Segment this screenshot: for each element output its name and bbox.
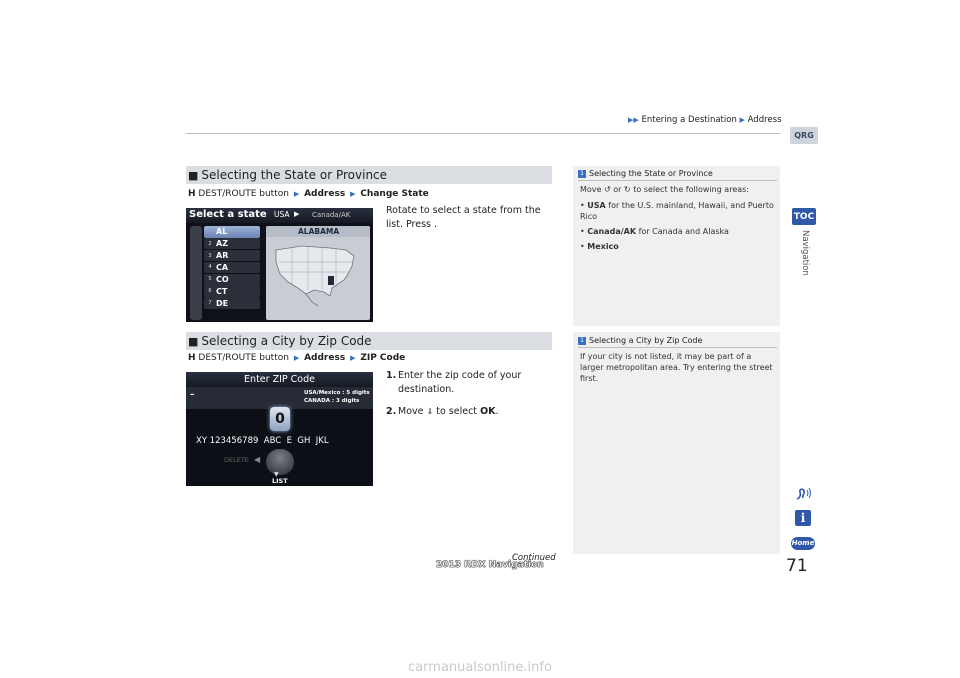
dial-knob[interactable] [266,449,294,475]
state-code: AZ [216,239,228,249]
page-number: 71 [786,556,808,576]
path-step: ZIP Code [360,353,406,363]
menu-path [188,353,405,363]
joystick-down-icon: ⇓ [426,407,434,416]
state-list-item[interactable]: 7 DE [204,297,260,309]
rotate-right-icon: ↻ [623,185,631,194]
rotate-left-icon: ↺ [604,185,611,194]
delete-button[interactable]: DELETE [224,456,249,464]
note-body: If your city is not listed, it may be part of a larger metropolitan area. Try entering the street first. [580,352,773,383]
note-list-item: • USA for the U.S. mainland, Hawaii, and Puerto Rico [580,201,774,221]
note-number-icon: 1 [578,337,586,345]
path-arrow-icon: ▶ [293,190,300,198]
breadcrumb-part2[interactable]: Address [747,115,782,125]
note-title: 1 Selecting the State or Province [578,169,713,178]
state-list-item[interactable]: 6 CT [204,285,260,297]
path-arrow-icon: ▶ [293,354,300,362]
state-code: AL [216,227,228,237]
section-title: Selecting the State or Province [201,168,388,182]
note-list-item: • Canada/AK for Canada and Alaska [580,227,729,236]
info-icon[interactable]: i [790,508,816,528]
screen-header-title: Select a state [189,209,267,220]
note-list-item: • Mexico [580,242,619,251]
tab-canada[interactable]: Canada/AK [312,211,351,219]
menu-path [188,189,429,199]
state-map [266,226,370,320]
screen-header-title: Enter ZIP Code [244,374,315,385]
zip-info-canada: CANADA : 3 digits [304,398,360,404]
state-code: CO [216,274,229,284]
note-divider [578,347,777,348]
side-section-label: Navigation [800,230,810,276]
document-title: 2013 RDX Navigation [436,560,544,570]
toc-button[interactable]: TOC [792,208,816,225]
section-heading [186,332,552,350]
map-state-label: ALABAMA [298,227,340,236]
state-code: DE [216,298,229,308]
left-arrow-icon: ◀ [254,455,261,464]
selected-digit[interactable]: 0 [270,407,290,431]
state-code: CA [216,262,229,272]
breadcrumb-arrow-icon: ▶▶ [628,116,639,124]
list-button[interactable]: LIST [272,477,288,485]
note-title: 1 Selecting a City by Zip Code [578,336,702,345]
state-list-item[interactable]: 4 CA [204,262,260,274]
character-dial[interactable]: XY 123456789 ABC E GH JKL [196,436,329,446]
header-divider [186,133,780,134]
state-list-item[interactable] [204,226,260,238]
state-list-item[interactable]: 5 CO [204,274,260,286]
state-list [204,226,260,309]
path-step: DEST/ROUTE button [198,189,289,199]
path-arrow-icon: ▶ [350,190,356,198]
note-divider [578,180,777,181]
path-step: DEST/ROUTE button [198,353,289,363]
continued-label: Continued [512,553,556,563]
home-h-icon: H [188,189,196,199]
path-step: Address [304,189,346,199]
tab-arrow-icon: ▶ [294,210,300,218]
breadcrumb-part1[interactable]: Entering a Destination [641,115,737,125]
square-bullet-icon: ■ [188,168,199,182]
path-step: Change State [360,189,429,199]
zip-info-usa: USA/Mexico : 5 digits [304,390,370,396]
home-icon[interactable]: Home [790,533,816,553]
state-list-item[interactable]: 2 AZ [204,238,260,250]
voice-command-icon[interactable] [790,484,816,504]
home-h-icon: H [188,353,196,363]
zip-entry-screen [186,372,373,486]
path-step: Address [304,353,346,363]
section-heading [186,166,552,184]
square-bullet-icon: ■ [188,334,199,348]
watermark: carmanualsonline.info [408,660,552,675]
tab-usa[interactable]: USA [274,210,290,219]
qrg-button[interactable]: QRG [790,127,818,144]
state-code: AR [216,251,229,261]
note-number-icon: 1 [578,170,586,178]
zip-entry-value: – [190,390,195,400]
state-select-screen [186,208,373,322]
note-body: Move ↺ or ↻ to select the following areas: • USA for the U.S. mainland, Hawaii, and Puerto Rico • Canada/AK for Canada and Alaska • Mexico [580,184,776,256]
breadcrumb-arrow-icon: ▶ [739,116,745,124]
state-list-item[interactable]: 3 AR [204,250,260,262]
state-code: CT [216,286,228,296]
list-scrollbar[interactable] [190,226,202,320]
breadcrumb [628,115,782,125]
step-2: 2. Move ⇓ to select OK. [386,406,499,417]
instruction-text: Rotate to select a state from the list. Press . [386,205,541,230]
down-arrow-icon: ▼ [274,471,279,478]
usa-map-icon [272,240,364,316]
step-1: 1. Enter the zip code of your destination. [386,370,522,395]
path-arrow-icon: ▶ [350,354,356,362]
section-title: Selecting a City by Zip Code [201,334,372,348]
